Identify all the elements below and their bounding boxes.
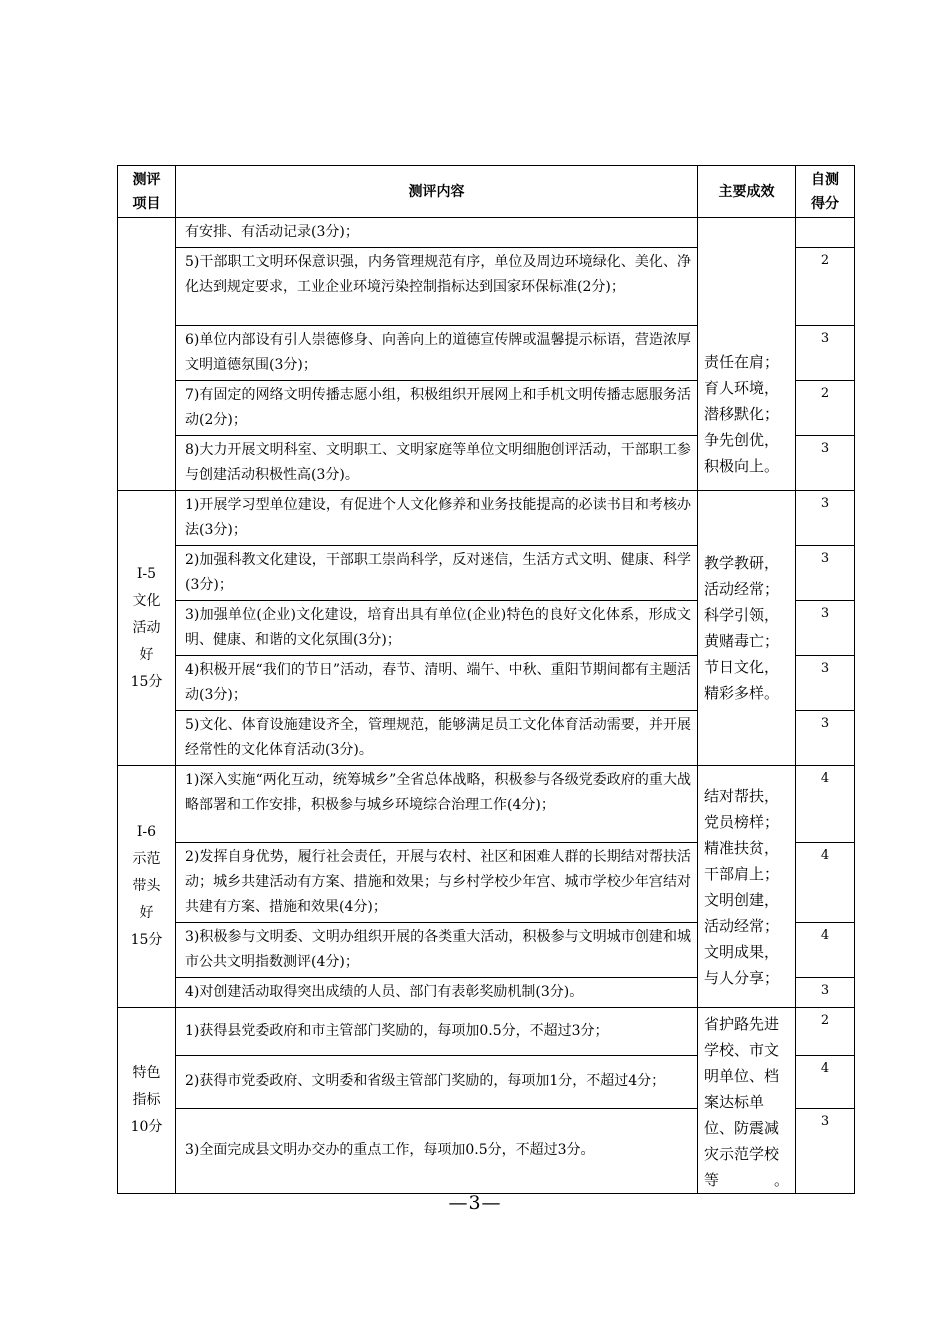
content-cell: 2)加强科教文化建设，干部职工崇尚科学，反对迷信，生活方式文明、健康、科学(3分)； [176, 546, 698, 601]
content-cell: 有安排、有活动记录(3分)； [176, 218, 698, 248]
table-row [118, 218, 855, 248]
category-cell: 特色 指标 10分 [118, 1008, 176, 1194]
content-cell: 3)加强单位(企业)文化建设，培育出具有单位(企业)特色的良好文化体系，形成文明、健康、和谐的文化氛围(3分)； [176, 601, 698, 656]
score-cell: 3 [796, 546, 855, 601]
content-cell: 1)获得县党委政府和市主管部门奖励的，每项加0.5分，不超过3分； [176, 1008, 698, 1056]
content-cell: 3)全面完成县文明办交办的重点工作，每项加0.5分，不超过3分。 [176, 1108, 698, 1193]
score-cell: 4 [796, 843, 855, 923]
category-cell: I-5 文化 活动 好 15分 [118, 491, 176, 766]
score-cell: 3 [796, 656, 855, 711]
content-cell: 6)单位内部设有引人崇德修身、向善向上的道德宣传牌或温馨提示标语，营造浓厚文明道德氛围(3分)； [176, 326, 698, 381]
content-cell: 1)深入实施“两化互动，统筹城乡”全省总体战略，积极参与各级党委政府的重大战略部署和工作安排，积极参与城乡环境综合治理工作(4分)； [176, 766, 698, 843]
score-cell: 2 [796, 1008, 855, 1056]
content-cell: 2)获得市党委政府、文明委和省级主管部门奖励的，每项加1分，不超过4分； [176, 1055, 698, 1108]
content-cell: 3)积极参与文明委、文明办组织开展的各类重大活动，积极参与文明城市创建和城市公共文明指数测评(4分)； [176, 923, 698, 978]
score-cell: 3 [796, 436, 855, 491]
table-row [118, 766, 855, 843]
results-cell: 责任在肩； 育人环境， 潜移默化； 争先创优， 积极向上。 [698, 218, 796, 491]
content-cell: 1)开展学习型单位建设，有促进个人文化修养和业务技能提高的必读书目和考核办法(3分)； [176, 491, 698, 546]
content-cell: 4)积极开展“我们的节日”活动，春节、清明、端午、中秋、重阳节期间都有主题活动(3分)； [176, 656, 698, 711]
content-cell: 4)对创建活动取得突出成绩的人员、部门有表彰奖励机制(3分)。 [176, 978, 698, 1008]
score-cell: 3 [796, 711, 855, 766]
category-cell: I-6 示范 带头 好 15分 [118, 766, 176, 1008]
page-number: —3— [448, 1192, 502, 1214]
header-evaluation-item: 测评 项目 [118, 166, 176, 218]
content-cell: 8)大力开展文明科室、文明职工、文明家庭等单位文明细胞创评活动，干部职工参与创建活动积极性高(3分)。 [176, 436, 698, 491]
table-row [118, 1008, 855, 1056]
score-cell: 3 [796, 978, 855, 1008]
score-cell: 2 [796, 248, 855, 326]
category-cell [118, 218, 176, 491]
score-cell: 4 [796, 923, 855, 978]
header-self-score: 自测 得分 [796, 166, 855, 218]
score-cell [796, 218, 855, 248]
score-cell: 3 [796, 491, 855, 546]
content-cell: 5)文化、体育设施建设齐全，管理规范，能够满足员工文化体育活动需要，并开展经常性的文化体育活动(3分)。 [176, 711, 698, 766]
score-cell: 3 [796, 326, 855, 381]
results-cell: 结对帮扶， 党员榜样； 精准扶贫， 干部肩上； 文明创建， 活动经常； 文明成果， 与人分享； [698, 766, 796, 1008]
content-cell: 2)发挥自身优势，履行社会责任，开展与农村、社区和困难人群的长期结对帮扶活动；城乡共建活动有方案、措施和效果；与乡村学校少年宫、城市学校少年宫结对共建有方案、措施和效果(4分)； [176, 843, 698, 923]
content-cell: 5)干部职工文明环保意识强，内务管理规范有序，单位及周边环境绿化、美化、净化达到规定要求，工业企业环境污染控制指标达到国家环保标准(2分)； [176, 248, 698, 326]
evaluation-table [117, 165, 855, 1194]
score-cell: 3 [796, 601, 855, 656]
header-main-results: 主要成效 [698, 166, 796, 218]
table-header-row [118, 166, 855, 218]
table-row [118, 491, 855, 546]
results-cell: 省护路先进学校、市文明单位、档案达标单位、防震减灾示范学校等。 [698, 1008, 796, 1194]
score-cell: 3 [796, 1108, 855, 1193]
score-cell: 2 [796, 381, 855, 436]
score-cell: 4 [796, 766, 855, 843]
score-cell: 4 [796, 1055, 855, 1108]
results-cell: 教学教研， 活动经常； 科学引领， 黄赌毒亡； 节日文化， 精彩多样。 [698, 491, 796, 766]
content-cell: 7)有固定的网络文明传播志愿小组，积极组织开展网上和手机文明传播志愿服务活动(2分)； [176, 381, 698, 436]
header-evaluation-content: 测评内容 [176, 166, 698, 218]
